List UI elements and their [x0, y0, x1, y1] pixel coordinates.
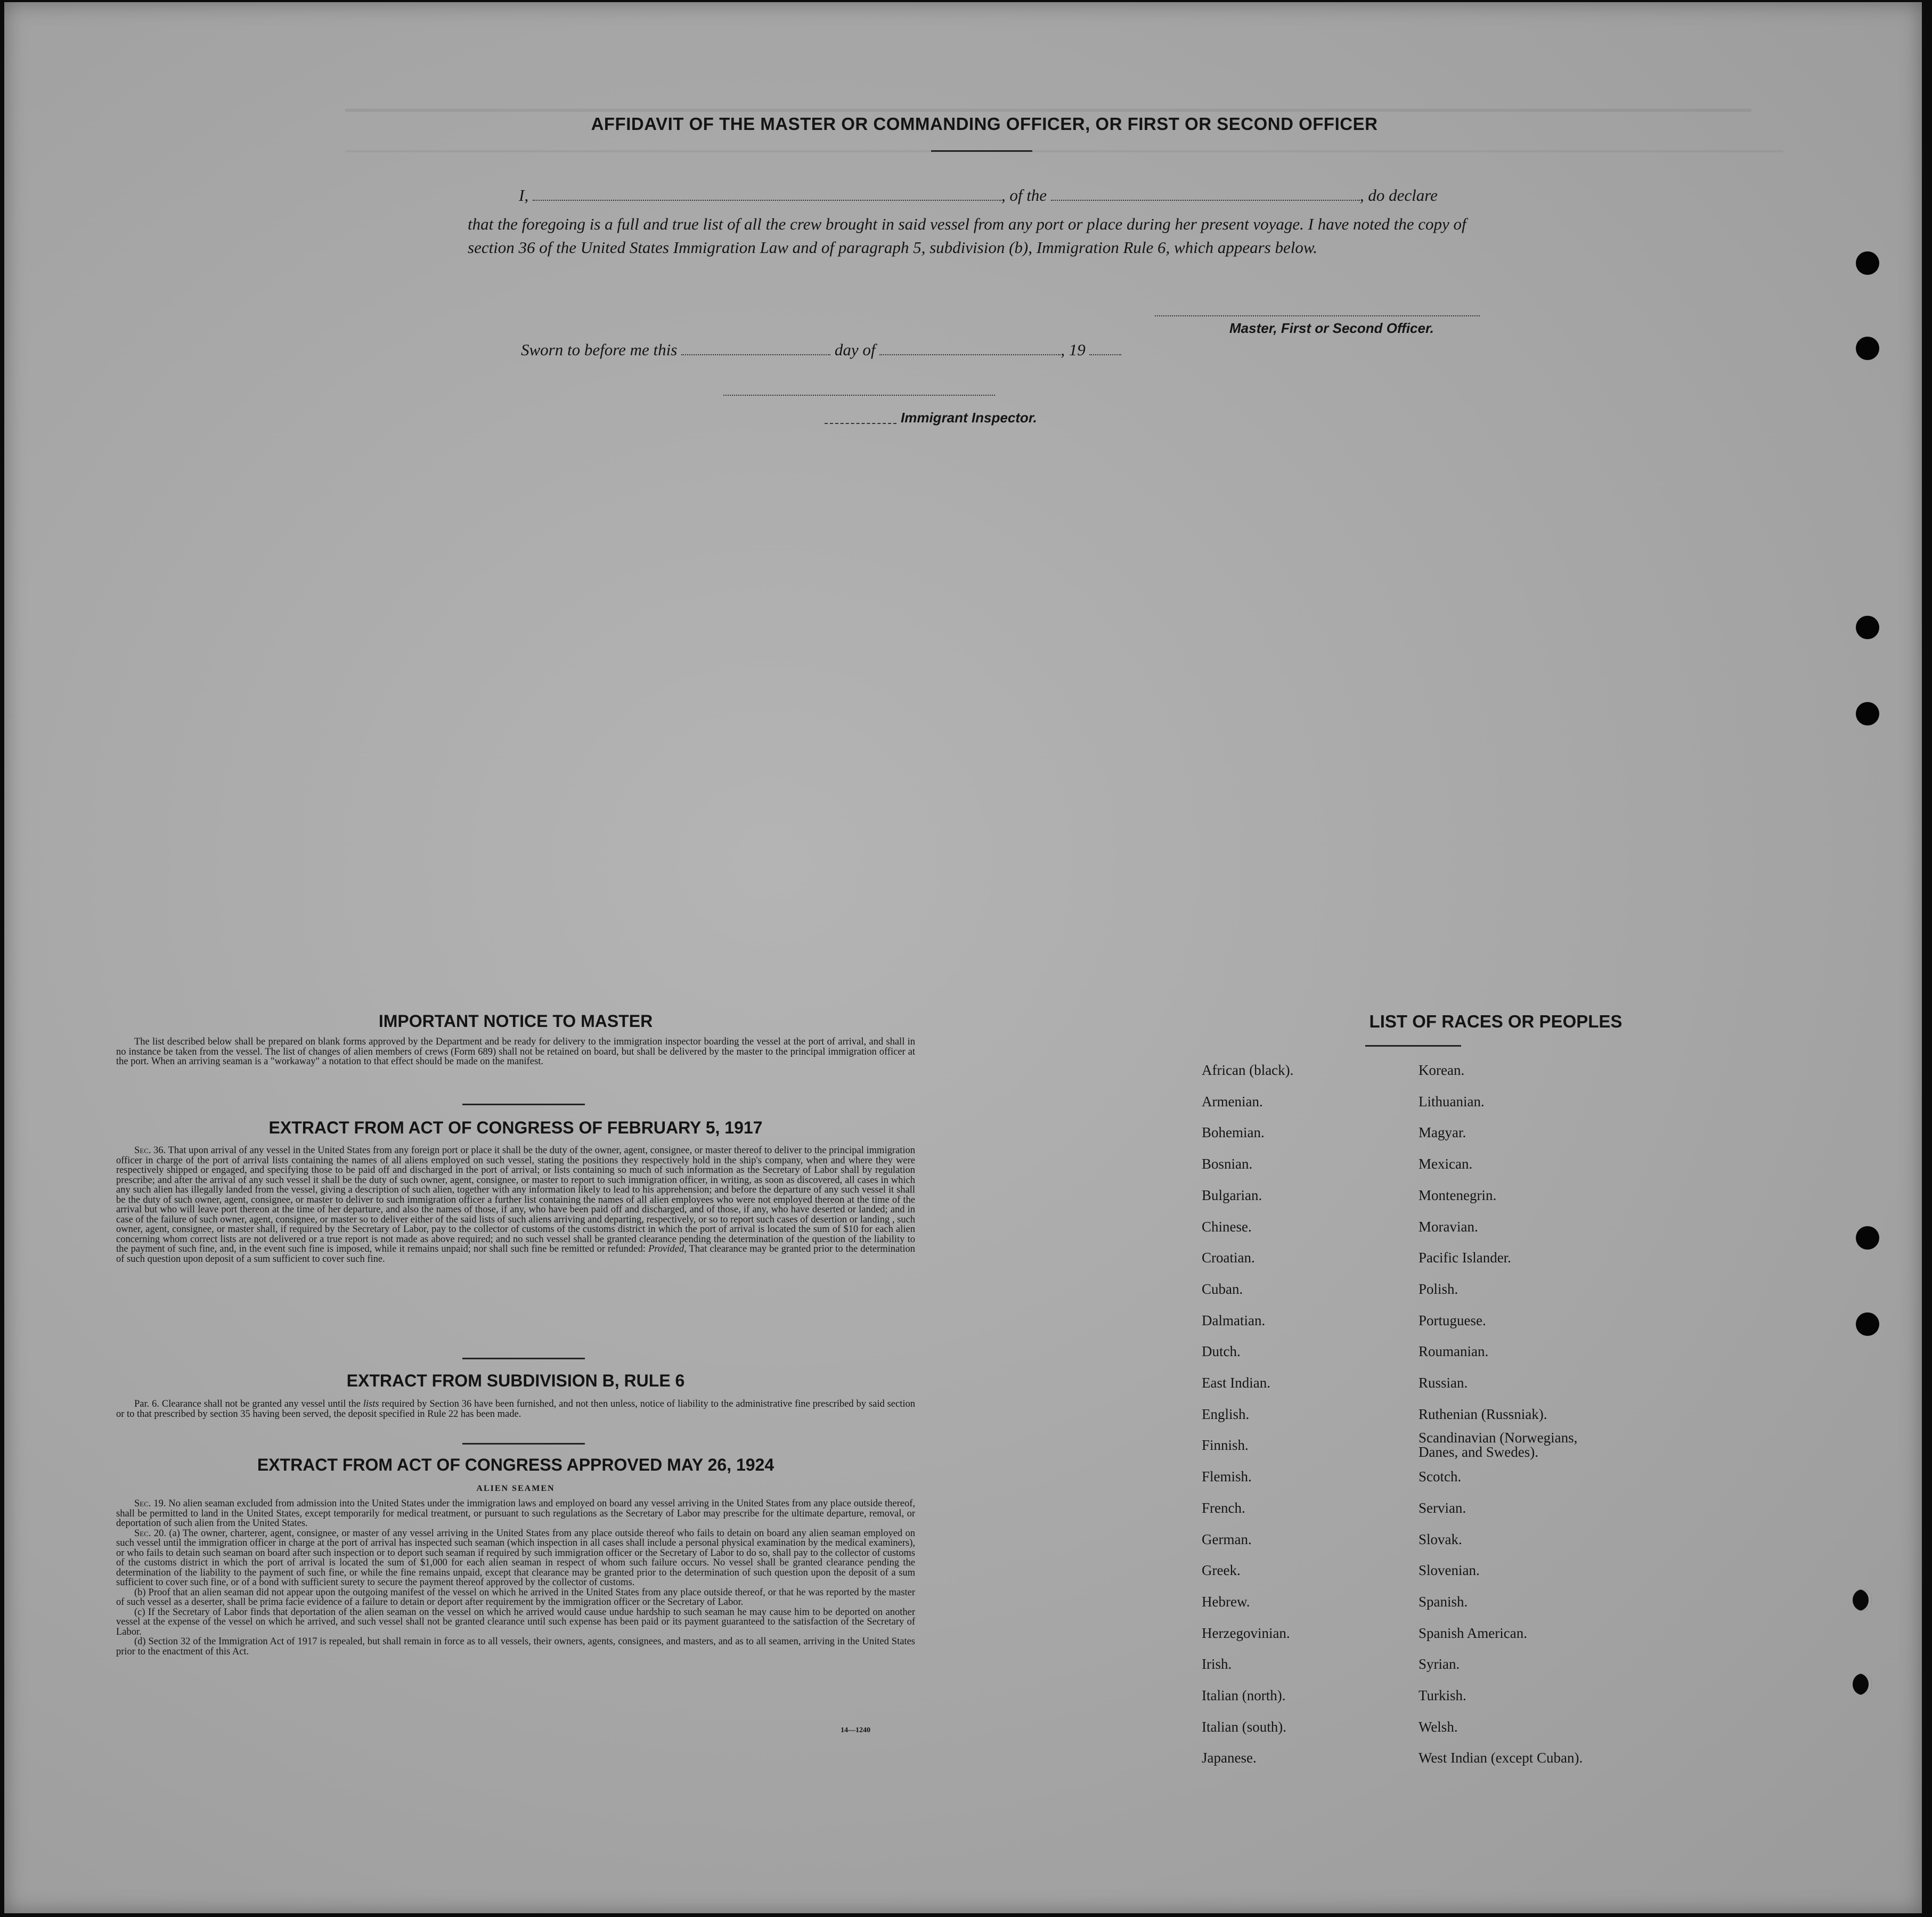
race-item: African (black). — [1202, 1062, 1294, 1078]
race-item: Turkish. — [1419, 1687, 1466, 1703]
race-item: West Indian (except Cuban). — [1419, 1750, 1583, 1766]
race-item: Bulgarian. — [1202, 1187, 1262, 1203]
section-label: Sec. 20. — [134, 1528, 166, 1539]
section-19-body: No alien seaman excluded from admission into the United States under the immigration laws and employed on board any vessel arriving in the United States from any place outside thereof, shall be permitted to land in the United States, except temporarily for medical treatment, or pursuant to such regulations as the Secretary of Labor may prescribe for the ultimate departure, removal, or deportation of such alien from the United States. — [116, 1498, 916, 1529]
paragraph-6-text — [116, 1399, 915, 1419]
race-item: Irish. — [1202, 1656, 1232, 1673]
race-item: Scandinavian (Norwegians, Danes, and Swedes). — [1419, 1430, 1578, 1461]
inspector-signature-label: Immigrant Inspector. — [901, 410, 1037, 426]
race-item: Moravian. — [1419, 1218, 1478, 1235]
affidavit-declaration-line — [519, 186, 1438, 205]
paragraph-6-rest: required by Section 36 have been furnished, and not then unless, notice of liability to the administrative fine prescribed by said section or to that prescribed by section 35 having been served, the deposit specified in Rule 22 has been made. — [116, 1399, 916, 1420]
race-item: Russian. — [1419, 1375, 1468, 1391]
divider — [825, 423, 896, 424]
section-36-text — [116, 1146, 915, 1264]
section-20b-body: (b) Proof that an alien seaman did not appear upon the outgoing manifest of the vessel on which he arrived in the United States from any place outside thereof, or that he was reported by the master of such vessel as a deserter, shall be prima facie evidence of a failure to detain or deport after requirement by the immigration officer or the Secretary of Labor. — [116, 1587, 915, 1608]
form-number: 14—1240 — [841, 1726, 870, 1734]
race-item: Bohemian. — [1202, 1124, 1265, 1141]
section-20c-body: (c) If the Secretary of Labor finds that deportation of the alien seaman on the vessel on which he arrived would cause undue hardship to such seaman he may cause him to be deported on another vessel at the expense of the vessel on which he arrived, and such vessel shall not be granted clearance until such expense has been paid or its payment guaranteed to the satisfaction of the Secretary of Labor. — [116, 1606, 915, 1637]
race-item: Armenian. — [1202, 1093, 1263, 1110]
race-item: Slovak. — [1419, 1531, 1462, 1547]
race-item: English. — [1202, 1406, 1250, 1422]
divider — [462, 1443, 585, 1445]
race-item: Hebrew. — [1202, 1593, 1250, 1610]
do-declare-label: , do declare — [1359, 186, 1438, 205]
race-item: Mexican. — [1419, 1156, 1473, 1172]
race-item: Italian (south). — [1202, 1718, 1286, 1735]
race-item: Slovenian. — [1419, 1562, 1480, 1579]
race-item: Dutch. — [1202, 1343, 1241, 1360]
race-item: Portuguese. — [1419, 1312, 1486, 1328]
sworn-day-field[interactable] — [681, 340, 830, 355]
notice-paragraph: The list described below shall be prepared on blank forms approved by the Department and be ready for delivery to the immigration inspector boarding the vessel at the port of arrival, and shall in no instance be taken from the vessel. The list of changes of alien members of crews (Form 689) shall not be retained on board, but shall be delivered by the master to the principal immigration officer at the port. When an arriving seaman is a "workaway" a notation to that effect should be made on the manifest. — [116, 1037, 915, 1067]
race-item: Syrian. — [1419, 1656, 1460, 1673]
race-item: Korean. — [1419, 1062, 1465, 1078]
punch-hole-icon — [1856, 616, 1879, 639]
race-item: Bosnian. — [1202, 1156, 1253, 1172]
affidavit-statement: that the foregoing is a full and true list of all the crew brought in said vessel from any port or place during her present voyage. I have noted the copy of section 36 of the United States Immigration Law and of paragraph 5, subdivision (b), Immigration Rule 6, which appears below. — [468, 215, 1466, 257]
section-label: Sec. 36. — [134, 1145, 166, 1156]
divider — [1365, 1045, 1461, 1047]
master-signature-field[interactable] — [1155, 315, 1480, 316]
extract-rule6-title: EXTRACT FROM SUBDIVISION B, RULE 6 — [346, 1371, 685, 1390]
race-item: Dalmatian. — [1202, 1312, 1266, 1328]
race-item: Flemish. — [1202, 1469, 1252, 1485]
divider — [462, 1358, 585, 1359]
race-item: Greek. — [1202, 1562, 1241, 1579]
race-item: Ruthenian (Russniak). — [1419, 1406, 1547, 1422]
extract-1924-title: EXTRACT FROM ACT OF CONGRESS APPROVED MAY 26, 1924 — [257, 1455, 775, 1474]
punch-hole-icon — [1856, 1226, 1879, 1250]
race-item: Welsh. — [1419, 1718, 1458, 1735]
extract-1917-title: EXTRACT FROM ACT OF CONGRESS OF FEBRUARY 5, 1917 — [268, 1118, 763, 1137]
punch-hole-icon — [1853, 1589, 1872, 1611]
inspector-signature-field[interactable] — [723, 395, 995, 396]
race-item: Spanish American. — [1419, 1625, 1527, 1641]
sworn-month-field[interactable] — [879, 340, 1061, 355]
section-36-proviso: That clearance may be granted prior to the determination of such question upon deposit of a sum sufficient to cover such fine. — [116, 1244, 915, 1265]
race-item: East Indian. — [1202, 1375, 1270, 1391]
section-20a-body: (a) The owner, charterer, agent, consignee, or master of any vessel arriving in the United States from any place outside thereof who fails to detain on board any alien seaman employed on such vessel until the immigration officer in charge at the port of arrival has inspected such seaman (which inspection in all cases shall include a personal physical examination by the medical examiners), or who fails to detain such seaman on board after such inspection or to deport such seaman if required by such immigration officer or the Secretary of Labor to do so, shall pay to the collector of customs of the customs district in which the port of arrival is located the sum of $1,000 for each alien seaman in respect of whom such failure occurs. No vessel shall be granted clearance pending the determination of the liability to the payment of such fine, or while the fine remains unpaid, except that clearance may be granted prior to the determination of such question upon the deposit of a sum sufficient to cover such fine, or of a bond with sufficient surety to secure the payment thereof approved by the collector of customs. — [116, 1528, 915, 1588]
sworn-year-field[interactable] — [1089, 340, 1121, 355]
provided-word: Provided, — [648, 1244, 687, 1254]
race-item: Polish. — [1419, 1280, 1458, 1297]
vessel-name-field[interactable] — [1051, 186, 1360, 201]
notice-title: IMPORTANT NOTICE TO MASTER — [378, 1011, 653, 1031]
alien-seamen-subtitle: ALIEN SEAMEN — [476, 1484, 555, 1493]
punch-hole-icon — [1856, 251, 1879, 275]
race-item: German. — [1202, 1531, 1252, 1547]
race-item: Japanese. — [1202, 1750, 1257, 1766]
punch-hole-icon — [1856, 702, 1879, 725]
punch-hole-icon — [1853, 1674, 1872, 1695]
race-item: Lithuanian. — [1419, 1093, 1485, 1110]
race-item: Scotch. — [1419, 1469, 1462, 1485]
race-item: Cuban. — [1202, 1280, 1243, 1297]
section-20d-body: (d) Section 32 of the Immigration Act of 1917 is repealed, but shall remain in force as to all vessels, their owners, agents, consignees, and masters, and as to all seamen, arriving in the United States prior to the enactment of this Act. — [116, 1636, 915, 1657]
race-item: Herzegovinian. — [1202, 1625, 1290, 1641]
punch-hole-icon — [1856, 337, 1879, 360]
race-item: Roumanian. — [1419, 1343, 1489, 1360]
races-title: LIST OF RACES OR PEOPLES — [1369, 1011, 1623, 1031]
race-item: Finnish. — [1202, 1437, 1249, 1454]
race-item: Montenegrin. — [1419, 1187, 1497, 1203]
of-the-label: , of the — [1001, 186, 1047, 205]
race-item: Pacific Islander. — [1419, 1250, 1511, 1266]
race-item: Croatian. — [1202, 1250, 1255, 1266]
section-label: Sec. 19. — [134, 1498, 166, 1509]
race-item: Servian. — [1419, 1499, 1466, 1516]
affidavit-i-label: I, — [519, 186, 529, 205]
divider — [931, 150, 1032, 152]
divider — [462, 1104, 585, 1105]
year-prefix-label: , 19 — [1061, 340, 1086, 359]
notice-text — [116, 1037, 915, 1067]
day-of-label: day of — [834, 340, 876, 359]
officer-name-field[interactable] — [533, 186, 1001, 201]
lists-word: lists — [363, 1399, 379, 1409]
sworn-line — [521, 340, 1121, 360]
punch-hole-icon — [1856, 1312, 1879, 1336]
sworn-label: Sworn to before me this — [521, 340, 678, 359]
race-item: Magyar. — [1419, 1124, 1466, 1141]
document-page — [4, 2, 1922, 1913]
paragraph-6-start: Par. 6. Clearance shall not be granted any vessel until the — [134, 1399, 361, 1409]
section-19-20-text — [116, 1499, 915, 1657]
master-signature-label: Master, First or Second Officer. — [1229, 320, 1434, 336]
race-item: Spanish. — [1419, 1593, 1468, 1610]
affidavit-title: AFFIDAVIT OF THE MASTER OR COMMANDING OFFICER, OR FIRST OR SECOND OFFICER — [591, 114, 1378, 134]
race-item: Italian (north). — [1202, 1687, 1286, 1703]
race-item: Chinese. — [1202, 1218, 1252, 1235]
race-item: French. — [1202, 1499, 1245, 1516]
section-36-body: That upon arrival of any vessel in the United States from any foreign port or place it shall be the duty of the owner, agent, consignee, or master thereof to deliver to the principal immigration officer in charge of the port of arrival lists containing the names of all aliens employed on such vessel, stating the positions they respectively hold in the ship's company, when and where they were respectively shipped or engaged, and specifying those to be paid off and discharged in the port of arrival; or lists containing so much of such information as the Secretary of Labor shall by regulation prescribe; and after the arrival of any such vessel it shall be the duty of such owner, agent, consignee, or master to report to such immigration officer, in writing, as soon as discovered, all cases in which any such alien has illegally landed from the vessel, giving a description of such alien, together with any information likely to lead to his apprehension; and before the departure of any such vessel it shall be the duty of such owner, agent, consignee, or master to deliver to such immigration officer a further list containing the names of all alien employees who were not employed thereon at the time of the arrival but who will leave port thereon at the time of her departure, and also the names of those, if any, who have been paid off and discharged, and of those, if any, who have deserted or landed; and in case of the failure of such owner, agent, consignee, or master so to deliver either of the said lists of such aliens arriving and departing, respectively, or so to report such cases of desertion or landing , such owner, agent, consignee, or master shall, if required by the Secretary of Labor, pay to the collector of customs of the customs district in which the port of arrival is located the sum of $10 for each alien concerning whom correct lists are not delivered or a true report is not made as above required; and no such vessel shall be granted clearance pending the determination of the question of the liability to the payment of such fine, and, in the event such fine is imposed, while it remains unpaid; nor shall such fine be remitted or refunded: — [116, 1145, 915, 1254]
